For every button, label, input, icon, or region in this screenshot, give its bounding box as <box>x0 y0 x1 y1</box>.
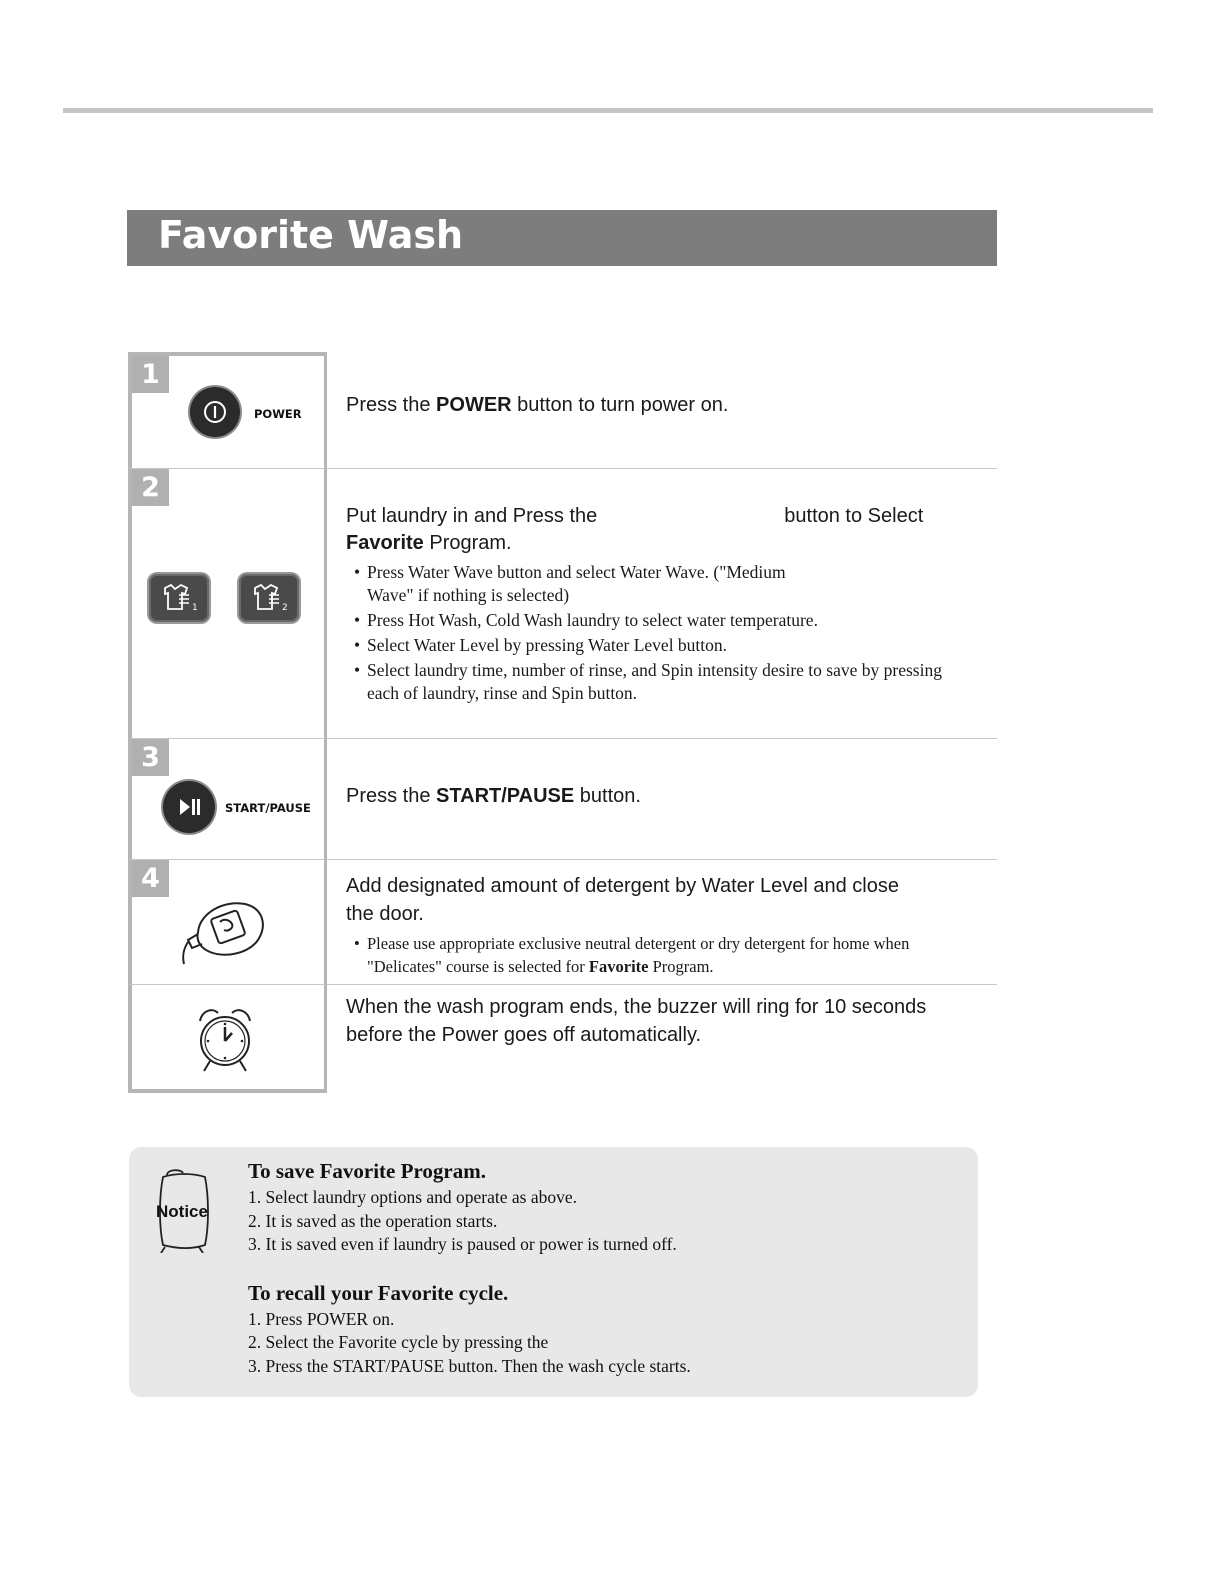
step-number-badge: 3 <box>132 739 169 776</box>
start-pause-button-label: START/PAUSE <box>225 801 311 815</box>
step-1-text: Press the POWER button to turn power on. <box>346 394 729 416</box>
step-3-description <box>327 739 997 860</box>
list-item: 3. It is saved even if laundry is paused or power is turned off. <box>248 1234 677 1254</box>
bullet-item: • Press Hot Wash, Cold Wash laundry to select water temperature. <box>346 609 946 632</box>
bullet-item: • Select Water Level by pressing Water Level button. <box>346 634 946 657</box>
power-button-icon <box>190 387 240 437</box>
favorite-1-number: 1 <box>192 603 198 613</box>
step-5-text: When the wash program ends, the buzzer will ring for 10 seconds before the Power goes off automatically. <box>346 996 927 1046</box>
step-number-badge: 1 <box>132 356 169 393</box>
step-number-badge: 2 <box>132 469 169 506</box>
step-5-illustration <box>128 985 327 1093</box>
favorite-2-number: 2 <box>282 603 288 613</box>
favorite-1-button-icon <box>149 574 209 622</box>
bullet-item: • Press Water Wave button and select Water Wave. ("Medium Wave" if nothing is selected) <box>346 561 787 607</box>
step-2-illustration <box>128 469 327 739</box>
section-title-bar <box>127 210 997 266</box>
notice-icon-label: Notice <box>156 1202 208 1221</box>
notice-box <box>129 1147 978 1397</box>
step-2 <box>128 469 997 739</box>
steps-table <box>128 352 997 1093</box>
notice-content <box>248 1156 948 1378</box>
step-4-illustration <box>128 860 327 985</box>
step-2-bullets <box>346 561 946 705</box>
step-4-text: Add designated amount of detergent by Water Level and close the door. <box>346 875 899 925</box>
page-title: Favorite Wash <box>158 213 464 257</box>
recall-favorite-heading: To recall your Favorite cycle. <box>248 1280 509 1305</box>
alarm-clock-icon <box>192 1003 258 1073</box>
recall-favorite-list <box>248 1308 948 1379</box>
step-3-illustration <box>128 739 327 860</box>
start-pause-button-icon <box>163 781 215 833</box>
notice-icon <box>153 1167 211 1253</box>
step-1-illustration <box>128 352 327 469</box>
step-4 <box>128 860 997 985</box>
power-button-label: POWER <box>254 407 302 421</box>
step-number-badge: 4 <box>132 860 169 897</box>
step-2-text-line1: Put laundry in and Press the button to Select <box>346 505 924 527</box>
step-2-text-line2: Favorite Program. <box>346 532 512 554</box>
list-item: 2. It is saved as the operation starts. <box>248 1210 498 1231</box>
bullet-item: • Select laundry time, number of rinse, and Spin intensity desire to save by pressing each of laundry, rinse and Spin button. <box>346 659 942 705</box>
save-favorite-heading: To save Favorite Program. <box>248 1159 486 1183</box>
step-5-description <box>327 985 997 1093</box>
step-2-description <box>327 469 997 739</box>
save-favorite-list <box>248 1186 948 1257</box>
step-5 <box>128 985 997 1093</box>
top-divider <box>63 108 1153 113</box>
step-1 <box>128 352 997 469</box>
list-item: 3. Press the START/PAUSE button. Then the wash cycle starts. <box>248 1355 691 1376</box>
step-1-description <box>327 352 997 469</box>
favorite-2-button-icon <box>239 574 299 622</box>
list-item: 1. Press POWER on. <box>248 1308 395 1329</box>
step-4-description <box>327 860 997 985</box>
list-item: 1. Select laundry options and operate as above. <box>248 1187 577 1207</box>
detergent-bottle-icon <box>170 892 270 967</box>
step-3 <box>128 739 997 860</box>
step-4-bullets <box>346 932 946 978</box>
bullet-item: • Please use appropriate exclusive neutral detergent or dry detergent for home when "Delicates" course is selected for Favorite Program. <box>346 932 946 978</box>
step-3-text: Press the START/PAUSE button. <box>346 785 641 807</box>
list-item: 2. Select the Favorite cycle by pressing the <box>248 1332 549 1352</box>
